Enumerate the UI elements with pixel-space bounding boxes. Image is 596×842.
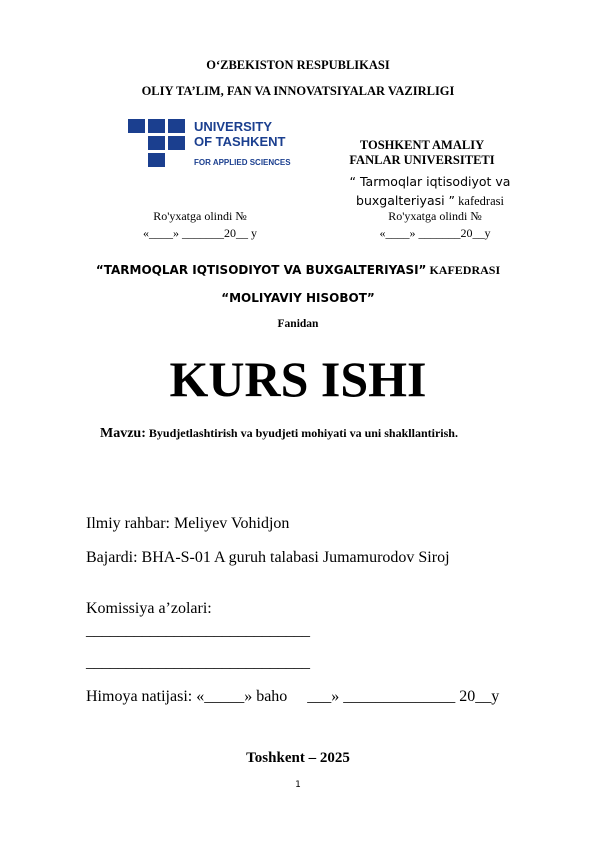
department-heading: [0, 263, 596, 278]
defense-result-line: Himoya natijasi: «_____» baho ___» ______________ 20__y: [86, 688, 500, 705]
university-name: [322, 138, 522, 168]
department-suffix: kafedrasi: [455, 194, 504, 208]
subject-caption: Fanidan: [277, 318, 319, 330]
commission-blank-2: ____________________________: [86, 654, 310, 671]
registration-left-date: «____» _______20__ y: [143, 226, 257, 240]
department-heading-suffix: KAFEDRASI: [426, 263, 501, 277]
page-number: 1: [295, 780, 301, 790]
registration-right-label: Ro'yxatga olindi №: [388, 209, 482, 223]
advisor-line: Ilmiy rahbar: Meliyev Vohidjon: [86, 515, 290, 532]
department-name-line1: “ Tarmoqlar iqtisodiyot va: [349, 174, 511, 189]
ministry-header-line2: OLIY TA’LIM, FAN VA INNOVATSIYALAR VAZIRLIGI: [141, 84, 455, 98]
university-logo: [128, 119, 291, 169]
registration-right-date: «____» _______20__y: [379, 226, 491, 240]
university-name-line2: FANLAR UNIVERSITETI: [349, 153, 495, 167]
logo-text-line2: OF TASHKENT: [194, 134, 286, 149]
commission-blank-1: ____________________________: [86, 622, 310, 639]
department-name-line2: buxgalteriyasi ”: [356, 193, 456, 208]
registration-left: [110, 208, 290, 242]
commission-label: Komissiya a’zolari:: [86, 600, 212, 617]
university-name-line1: TOSHKENT AMALIY: [359, 138, 485, 152]
topic-text: Byudjetlashtirish va byudjeti mohiyati va uni shakllantirish.: [145, 426, 458, 440]
logo-wordmark: [194, 119, 285, 149]
topic-label: Mavzu:: [100, 426, 146, 441]
subject-title: “MOLIYAVIY HISOBOT”: [221, 291, 375, 305]
city-year: Toshkent – 2025: [246, 750, 350, 766]
logo-text-line1: UNIVERSITY: [194, 119, 273, 134]
ministry-header-line1: O‘ZBEKISTON RESPUBLIKASI: [206, 58, 390, 72]
registration-left-label: Ro'yxatga olindi №: [153, 209, 247, 223]
registration-right: [345, 208, 525, 242]
student-line: Bajardi: BHA-S-01 A guruh talabasi Jumamurodov Siroj: [86, 549, 450, 566]
document-title: KURS ISHI: [169, 351, 427, 407]
logo-squares-icon: [128, 119, 186, 169]
topic-line: [100, 426, 458, 442]
logo-text-line3: FOR APPLIED SCIENCES: [194, 158, 291, 167]
department-heading-name: “TARMOQLAR IQTISODIYOT VA BUXGALTERIYASI”: [95, 263, 427, 277]
department-block: [330, 172, 530, 211]
